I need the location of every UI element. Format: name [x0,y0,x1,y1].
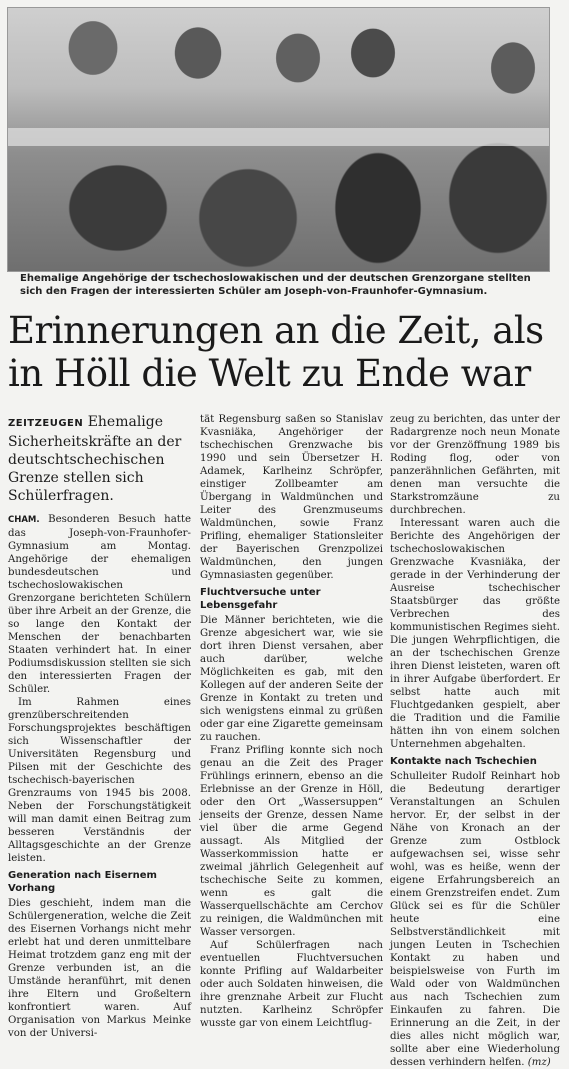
photo-caption: Ehemalige Angehörige der tschechoslowakischen und der deutschen Grenzorgane stellten sich den Fragen der interessierten Schüler am Joseph-von-Fraunhofer-Gymnasium. [20,273,531,297]
paragraph: Dies geschieht, indem man die Schülergeneration, welche die Zeit des Eisernen Vorhangs nicht mehr erlebt hat und deren unmittelbare Heimat trotzdem ganz eng mit der Grenze verbunden ist, an die Umstände heranführt, mit denen ihre Eltern und Großeltern konfrontiert waren. Auf Organisation von Markus Meinke von der Universi- [8,898,191,1039]
paragraph [8,513,191,696]
paragraph: Auf Schülerfragen nach eventuellen Fluchtversuchen konnte Prifling auf Waldarbeiter oder auch Soldaten hinweisen, die ihre grenznahe Arbeit zur Flucht nutzten. Karlheinz Schröpfer wusste gar von einem Leichtflug- [200,940,383,1029]
dateline: CHAM. [8,515,40,525]
paragraph-text: Besonderen Besuch hatte das Joseph-von-Fraunhofer-Gymnasium am Montag. Angehörige der ehemaligen bundesdeutschen und tschechoslowakischen Grenzorgane berichteten Schülern über ihre Arbeit an der Grenze, die so lange den Kontakt der Menschen der benachbarten Staaten verhindert hat. In einer Podiumsdiskussion stellten sie sich den interessierten Fragen der Schüler. [8,514,191,695]
subheading: Generation nach Eisernem Vorhang [8,870,157,894]
paragraph: Die Männer berichteten, wie die Grenze abgesichert war, wie sie dort ihren Dienst versahen, aber auch darüber, welche Möglichkeiten es gab, mit den Kollegen auf der anderen Seite der Grenze in Kontakt zu treten und sich wenigstens einmal zu grüßen oder gar eine Zigarette gemeinsam zu rauchen. [200,615,383,743]
paragraph: Franz Prifling konnte sich noch genau an die Zeit des Prager Frühlings erinnern, ebenso an die Erlebnisse an der Grenze in Höll, oder den Ort „Wassersuppen“ jenseits der Grenze, dessen Name viel über die arme Gegend aussagt. Als Mitglied der Wasserkommission hatte er zweimal jährlich Gelegenheit auf tschechische Seite zu kommen, wenn es galt die Wasserquellschächte am Cerchov zu reinigen, die Waldmünchen mit Wasser versorgen. [200,745,383,938]
paragraph: Interessant waren auch die Berichte des Angehörigen der tschechoslowakischen Grenzwache Kvasniäka, der gerade in der Verhinderung der Ausreise tschechischer Staatsbürger das größte Verbrechen des kommunistischen Regimes sieht. Die jungen Wehrpflichtigen, die an der tschechischen Grenze ihren Dienst leisteten, waren oft in ihrer Aufgabe überfordert. Er selbst hatte auch mit Fluchtgedanken gespielt, aber die Tradition und die Familie hätten ihn von einem solchen Unternehmen abgehalten. [390,518,560,750]
subheading: Fluchtversuche unter Lebensgefahr [200,587,321,611]
paragraph: tät Regensburg saßen so Stanislav Kvasniäka, Angehöriger der tschechischen Grenzwache bis 1990 und sein Übersetzer H. Adamek, Karlheinz Schröpfer, einstiger Zollbeamter am Übergang in Waldmünchen und Leiter des Grenzmuseums Waldmünchen, sowie Franz Prifling, ehemaliger Stationsleiter der Bayerischen Grenzpolizei Waldmünchen, den jungen Gymnasiasten gegenüber. [200,414,383,581]
headline-line-2: in Höll die Welt zu Ende war [8,352,531,395]
column-1 [8,413,191,1040]
subheading: Kontakte nach Tschechien [390,756,537,767]
article-photo [7,7,550,272]
kicker-tag: ZEITZEUGEN [8,418,84,429]
paragraph [390,770,560,1069]
paragraph-text: Schulleiter Rudolf Reinhart hob die Bedeutung derartiger Veranstaltungen an Schulen hervor. Er, der selbst in der Nähe von Kronach an der Grenze zum Ostblock aufgewachsen sei, wisse sehr wohl, was es heiße, wenn der eigene Erfahrungsbereich an einem Grenzstreifen endet. Zum Glück sei es für die Schüler heute eine Selbstverständlichkeit mit jungen Leuten in Tschechien Kontakt zu haben und beispielsweise von Furth im Wald oder von Waldmünchen aus nach Tschechien zum Einkaufen zu fahren. Die Erinnerung an die Zeit, in der dies alles nicht möglich war, sollte aber eine Wiederholung dessen verhindern helfen. [390,771,560,1068]
column-2 [200,413,383,1030]
headline [8,309,556,395]
column-3 [390,413,560,1069]
kicker [8,413,191,505]
headline-line-1: Erinnerungen an die Zeit, als [8,309,544,352]
podium-table [8,128,549,146]
kicker-text: Ehemalige Sicherheitskräfte an der deutschtschechischen Grenze stellen sich Schülerfragen. [8,414,182,504]
author-signature: (mz) [527,1057,551,1068]
paragraph: zeug zu berichten, das unter der Radargrenze noch neun Monate vor der Grenzöffnung 1989 bis Roding flog, oder von panzerähnlichen Gefährten, mit denen man versuchte die Starkstromzäune zu durchbrechen. [390,414,560,516]
paragraph: Im Rahmen eines grenzüberschreitenden Forschungsprojektes beschäftigen sich Wissenschaftler der Universitäten Regensburg und Pilsen mit der Geschichte des tschechisch-bayerischen Grenzraums von 1945 bis 2008. Neben der Forschungstätigkeit will man damit einen Beitrag zum besseren Verständnis der Alltagsgeschichte an der Grenze leisten. [8,697,191,864]
